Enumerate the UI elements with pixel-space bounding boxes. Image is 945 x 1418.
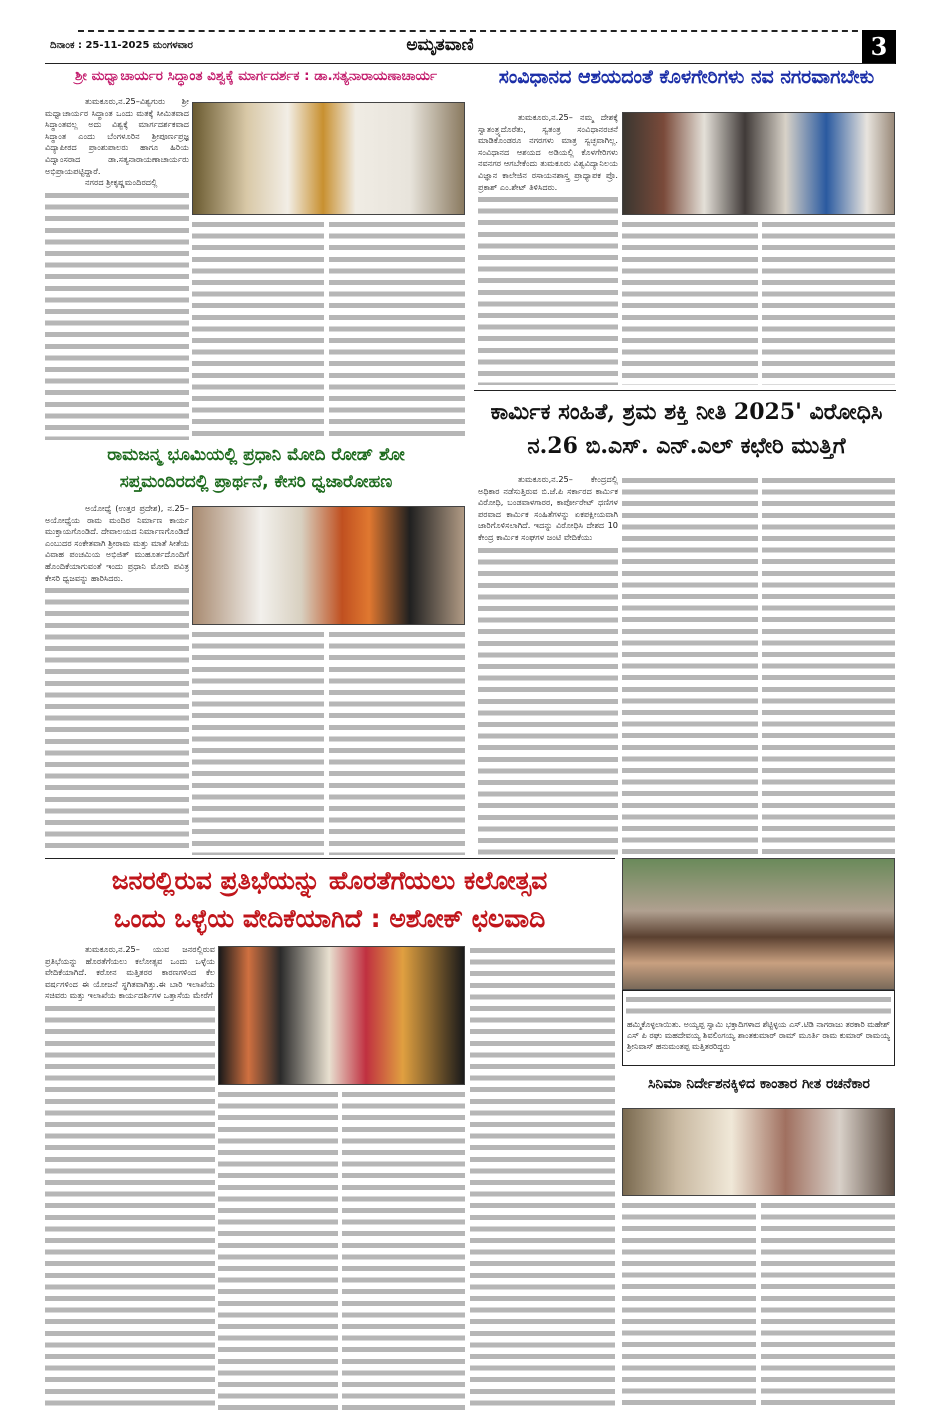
text-lines <box>622 219 758 385</box>
madhva-column-3 <box>329 218 465 440</box>
kalotsava-headline-line-2: ಒಂದು ಒಳ್ಳೆಯ ವೇದಿಕೆಯಾಗಿದೆ : ಅಶೋಕ್ ಛಲವಾದಿ <box>113 904 546 933</box>
text-lines <box>342 1089 465 1410</box>
text-lines <box>45 585 189 855</box>
kalotsava-headline-line-1: ಜನರಲ್ಲಿರುವ ಪ್ರತಿಭೆಯನ್ನು ಹೊರತೆಗೆಯಲು ಕಲೋತ್ಸವ <box>111 866 548 895</box>
header-rule <box>45 63 895 64</box>
constitution-headline: ಸಂವಿಧಾನದ ಆಶಯದಂತೆ ಕೊಳಗೇರಿಗಳು ನವ ನಗರವಾಗಬೇಕು <box>498 66 875 88</box>
text-lines <box>470 945 615 1410</box>
labour-headline <box>474 395 899 463</box>
constitution-event-photo <box>622 112 895 215</box>
text-lines <box>218 1089 338 1410</box>
text-lines <box>329 219 465 440</box>
ayodhya-headline-line-1: ರಾಮಜನ್ಮ ಭೂಮಿಯಲ್ಲಿ ಪ್ರಧಾನಿ ಮೋದಿ ರೋಡ್ ಶೋ <box>107 445 405 465</box>
madhva-lead: ತುಮಕೂರು,ನ.25–ವಿಶ್ವಗುರು ಶ್ರೀ ಮಧ್ವಾಚಾರ್ಯರ ಸಿದ್ಧಾಂತ ಒಂದು ಮತಕ್ಕೆ ಸೀಮಿತವಾದ ಸಿದ್ಧಾಂತವಲ್ಲ ಅದು ವಿಶ್ವಕ್ಕೆ ಮಾರ್ಗದರ್ಶಕವಾದ ಸಿದ್ಧಾಂತ ಎಂದು ಬೆಂಗಳೂರಿನ ಶ್ರೀಪೂರ್ಣಪ್ರಜ್ಞ ವಿದ್ಯಾಪೀಠದ ಪ್ರಾಂಶುಪಾಲರು ಹಾಗೂ ಹಿರಿಯ ವಿದ್ವಾಂಸರಾದ ಡಾ.ಸತ್ಯನಾರಾಯಣಾಚಾರ್ಯರು ಅಭಿಪ್ರಾಯಪಟ್ಟಿದ್ದಾರೆ. <box>45 96 189 176</box>
cinema-column-2 <box>761 1199 895 1410</box>
text-lines <box>762 219 895 385</box>
text-lines <box>45 190 189 440</box>
ayyappa-caption-upper <box>626 993 891 1019</box>
text-lines <box>622 1200 756 1410</box>
constitution-column-1 <box>478 112 618 385</box>
madhva-event-photo <box>192 102 465 215</box>
ayodhya-lead: ಅಯೋಧ್ಯೆ (ಉತ್ತರ ಪ್ರದೇಶ), ನ.25– ಅಯೋಧ್ಯೆಯ ರಾಮ ಮಂದಿರ ನಿರ್ಮಾಣ ಕಾರ್ಯ ಮುಕ್ತಾಯಗೊಂಡಿದೆ. ದೇವಾಲಯದ ನಿರ್ಮಾಣಗೊಂಡಿದೆ ಎಂಬುದರ ಸಂಕೇತವಾಗಿ ಶ್ರೀರಾಮ ಮತ್ತು ಮಾತೆ ಸೀತೆಯ ವಿವಾಹ ಪಂಚಮಿಯ ಅಭಿಜಿತ್ ಮುಹೂರ್ತದೊಂದಿಗೆ ಹೊಂದಿಕೆಯಾಗುವಂತೆ ಇಂದು ಪ್ರಧಾನಿ ಮೋದಿ ಪವಿತ್ರ ಕೇಸರಿ ಧ್ವಜವನ್ನು ಹಾರಿಸಿದರು. <box>45 503 189 583</box>
text-lines <box>45 1003 215 1410</box>
ayodhya-modi-photo <box>192 506 465 625</box>
kalotsava-column-3 <box>342 1088 465 1410</box>
kalotsava-headline <box>42 862 617 938</box>
kalotsava-stage-photo <box>218 946 465 1085</box>
text-lines <box>478 545 618 855</box>
text-lines <box>478 194 618 385</box>
constitution-lead: ತುಮಕೂರು,ನ.25– ನಮ್ಮ ದೇಶಕ್ಕೆ ಸ್ವಾತಂತ್ರ್ಯದೊರೆತು, ಸ್ವತಂತ್ರ ಸಂವಿಧಾನರಚನೆ ಮಾಡಿಕೊಂಡರೂ ನಗರಗಳು ಮಾತ್ರ ಸ್ವಚ್ಛವಾಗಿಲ್ಲ. ಸಂವಿಧಾನದ ಆಶಯದ ಅಡಿಯಲ್ಲಿ ಕೊಳಗೇರಿಗಳು ನವನಗರ ಆಗಬೇಕೆಂದು ತುಮಕೂರು ವಿಶ್ವವಿದ್ಯಾನಿಲಯ ವಿಜ್ಞಾನ ಕಾಲೇಜಿನ ರಸಾಯನಶಾಸ್ತ್ರ ಪ್ರಾಧ್ಯಾಪಕ ಪ್ರೊ. ಪ್ರಕಾಶ್ ಎಂ.ಶೇಟ್ ತಿಳಿಸಿದರು. <box>478 112 618 192</box>
labour-headline-line-2: ನ.26 ಬಿ.ಎಸ್. ಎನ್.ಎಲ್ ಕಛೇರಿ ಮುತ್ತಿಗೆ <box>527 433 846 459</box>
top-rule <box>78 30 868 32</box>
cinema-headline: ಸಿನಿಮಾ ನಿರ್ದೇಶನಕ್ಕಿಳಿದ ಕಾಂತಾರ ಗೀತ ರಚನೆಕಾರ <box>648 1076 870 1092</box>
text-lines <box>761 1200 895 1410</box>
madhva-continued: ನಗರದ ಶ್ರೀಕೃಷ್ಣಮಂದಿರದಲ್ಲಿ <box>85 177 158 188</box>
kalotsava-column-2 <box>218 1088 338 1410</box>
madhva-headline: ಶ್ರೀ ಮಧ್ವಾಚಾರ್ಯರ ಸಿದ್ಧಾಂತ ವಿಶ್ವಕ್ಕೆ ಮಾರ್ಗದರ್ಶಕ : ಡಾ.ಸತ್ಯನಾರಾಯಣಾಚಾರ್ಯ <box>75 68 437 84</box>
text-lines <box>329 629 465 855</box>
text-lines <box>192 629 324 855</box>
kalotsava-column-4 <box>470 944 615 1410</box>
madhva-column-2 <box>192 218 324 440</box>
text-lines <box>762 475 895 855</box>
ayodhya-column-3 <box>329 628 465 855</box>
madhva-column-1 <box>45 96 189 440</box>
text-lines <box>626 994 891 1018</box>
ayodhya-headline-line-2: ಸಪ್ತಮಂದಿರದಲ್ಲಿ ಪ್ರಾರ್ಥನೆ, ಕೇಸರಿ ಧ್ವಜಾರೋಹಣ <box>119 472 393 492</box>
constitution-column-3 <box>762 218 895 385</box>
paper-name: ಅಮೃತವಾಣಿ <box>406 35 474 55</box>
cinema-column-1 <box>622 1199 756 1410</box>
ayodhya-headline <box>42 442 470 496</box>
labour-column-3 <box>762 474 895 855</box>
ayyappa-devotees-photo <box>622 858 895 990</box>
issue-date: ದಿನಾಂಕ : 25-11-2025 ಮಂಗಳವಾರ <box>50 40 193 51</box>
section-rule <box>45 858 615 859</box>
constitution-column-2 <box>622 218 758 385</box>
section-rule <box>474 390 896 391</box>
cinema-event-photo <box>622 1108 895 1196</box>
text-lines <box>192 219 324 440</box>
text-lines <box>622 475 758 855</box>
ayodhya-column-1 <box>45 503 189 855</box>
labour-column-1 <box>478 474 618 855</box>
labour-lead: ತುಮಕೂರು,ನ.25– ಕೇಂದ್ರದಲ್ಲಿ ಅಧಿಕಾರ ನಡೆಸುತ್ತಿರುವ ಬಿ.ಜೆ.ಪಿ ಸರ್ಕಾರದ ಕಾರ್ಮಿಕ ವಿರೋಧಿ, ಬಂಡವಾಳಗಾರರ, ಕಾರ್ಪೋರೇಟ್ ಧಣಿಗಳ ಪರವಾದ ಕಾರ್ಮಿಕ ಸಂಹಿತೆಗಳನ್ನು ಏಕಪಕ್ಷೀಯವಾಗಿ ಜಾರಿಗೊಳಿಸಲಾಗಿದೆ. ಇದನ್ನು ವಿರೋಧಿಸಿ ದೇಶದ 10 ಕೇಂದ್ರ ಕಾರ್ಮಿಕ ಸಂಘಗಳ ಜಂಟಿ ವೇದಿಕೆಯು <box>478 474 618 542</box>
kalotsava-column-1 <box>45 944 215 1410</box>
ayyappa-caption-text: ಹಮ್ಮಿಕೊಳ್ಳಲಾಯಿತು. ಅಯ್ಯಪ್ಪ ಸ್ವಾಮಿ ಭಕ್ತಾದಿಗಳಾದ ಶೆಟ್ಟಿಳ್ಳಯ ಎಸ್.ಟಿಡಿ ನಾಗರಾಜು ತರಕಾರಿ ಮಹೇಶ್ ಎಸ್ ಪಿ ರಘು ಮಹದೇವಯ್ಯ ಶಿವಲಿಂಗಯ್ಯ ಶಾಂತಕುಮಾರ್ ರಾಮ್ ಮೂರ್ತಿ ರಾಮ ಕುಮಾರ್ ರಾಮಯ್ಯ ಶ್ರೀನಿವಾಸ್ ಹನುಮಂತಪ್ಪ ಮತ್ತಿತರರಿದ್ದರು <box>627 1020 890 1051</box>
ayodhya-column-2 <box>192 628 324 855</box>
labour-headline-line-1: ಕಾರ್ಮಿಕ ಸಂಹಿತೆ, ಶ್ರಮ ಶಕ್ತಿ ನೀತಿ 2025' ವಿರೋಧಿಸಿ <box>490 399 883 425</box>
page-number: 3 <box>862 30 896 64</box>
kalotsava-lead: ತುಮಕೂರು,ನ.25– ಯುವ ಜನರಲ್ಲಿರುವ ಪ್ರತಿಭೆಯನ್ನು ಹೊರತೆಗೆಯಲು ಕಲೋತ್ಸವ ಒಂದು ಒಳ್ಳೆಯ ವೇದಿಕೆಯಾಗಿದೆ. ಕರೋನ ಮತ್ತಿತರರ ಕಾರಣಗಳಿಂದ ಕೆಲ ವರ್ಷಗಳಿಂದ ಈ ಯೋಜನೆ ಸ್ಥಗಿತವಾಗಿತ್ತು.ಈ ಬಾರಿ ಇಲಾಖೆಯ ಸಚಿವರು ಮತ್ತು ಇಲಾಖೆಯ ಕಾರ್ಯದರ್ಶಿಗಳ ಒತ್ತಾಸೆಯ ಮೇರೆಗೆ <box>45 944 215 1001</box>
labour-column-2 <box>622 474 758 855</box>
